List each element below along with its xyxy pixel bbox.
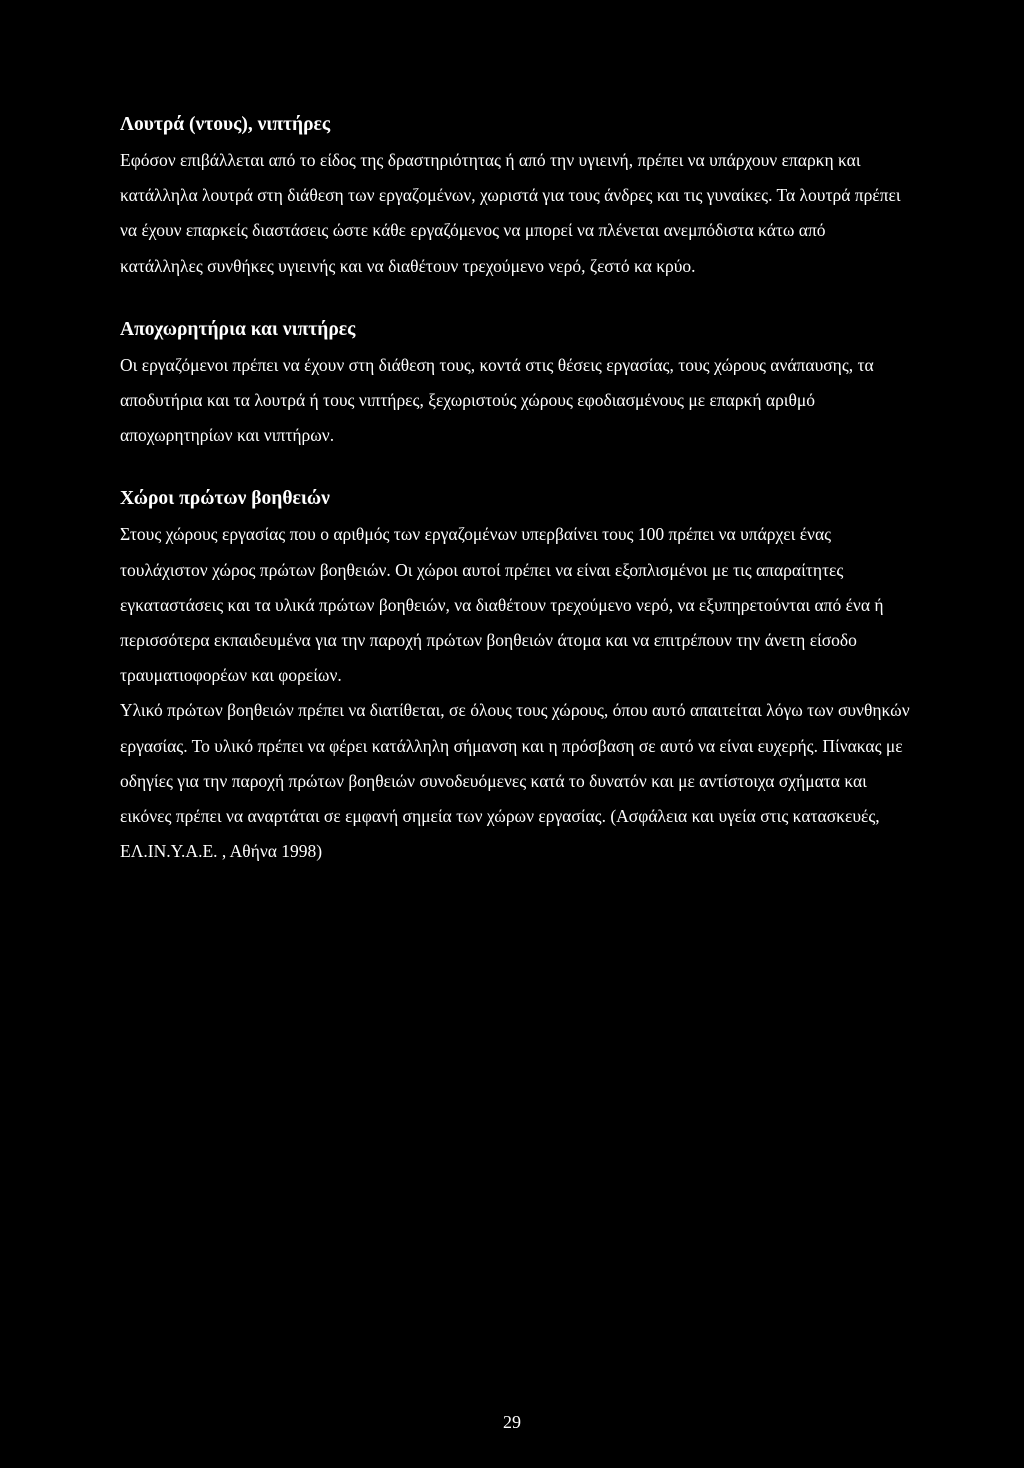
section-toilets xyxy=(120,311,910,454)
paragraph: Εφόσον επιβάλλεται από το είδος της δραστηριότητας ή από την υγιεινή, πρέπει να υπάρχουν επαρκη και κατάλληλα λουτρά στη διάθεση των εργαζομένων, χωριστά για τους άνδρες και τις γυναίκες. Τα λουτρά πρέπει να έχουν επαρκείς διαστάσεις ώστε κάθε εργαζόμενος να μπορεί να πλένεται ανεμπόδιστα κάτω από κατάλληλες συνθήκες υγιεινής και να διαθέτουν τρεχούμενο νερό, ζεστό κα κρύο. xyxy=(120,150,901,276)
section-title: Χώροι πρώτων βοηθειών xyxy=(120,488,330,510)
section-title: Αποχωρητήρια και νιπτήρες xyxy=(120,318,356,340)
paragraph: Οι εργαζόμενοι πρέπει να έχουν στη διάθεση τους, κοντά στις θέσεις εργασίας, τους χώρους ανάπαυσης, τα αποδυτήρια και τα λουτρά ή τους νιπτήρες, ξεχωριστούς χώρους εφοδιασμένους με επαρκή αριθμό αποχωρητηρίων και νιπτήρων. xyxy=(120,354,874,446)
paragraph: Στους χώρους εργασίας που ο αριθμός των εργαζομένων υπερβαίνει τους 100 πρέπει να υπάρχει ένας τουλάχιστον χώρος πρώτων βοηθειών. Οι χώροι αυτοί πρέπει να είναι εξοπλισμένοι με τις απαραίτητες εγκαταστάσεις και τα υλικά πρώτων βοηθειών, να διαθέτουν τρεχούμενο νερό, να εξυπηρετούνται από ένα ή περισσότερα εκπαιδευμένα για την παροχή πρώτων βοηθειών άτομα και να επιτρέπουν την άνετη είσοδο τραυματιοφορέων και φορείων. xyxy=(120,524,884,686)
section-showers xyxy=(120,106,910,284)
paragraph: Υλικό πρώτων βοηθειών πρέπει να διατίθεται, σε όλους τους χώρους, όπου αυτό απαιτείται λόγω των συνθηκών εργασίας. Το υλικό πρέπει να φέρει κατάλληλη σήμανση και η πρόσβαση σε αυτό να είναι ευχερής. Πίνακας με οδηγίες για την παροχή πρώτων βοηθειών συνοδευόμενες κατά το δυνατόν και με αντίστοιχα σχήματα και εικόνες πρέπει να αναρτάται σε εμφανή σημεία των χώρων εργασίας. (Ασφάλεια και υγεία στις κατασκευές, ΕΛ.ΙΝ.Υ.Α.Ε. , Αθήνα 1998) xyxy=(120,700,910,862)
section-first-aid xyxy=(120,480,910,869)
section-title: Λουτρά (ντους), νιπτήρες xyxy=(120,114,331,135)
page-content xyxy=(120,106,910,869)
page-number: 29 xyxy=(503,1412,521,1432)
